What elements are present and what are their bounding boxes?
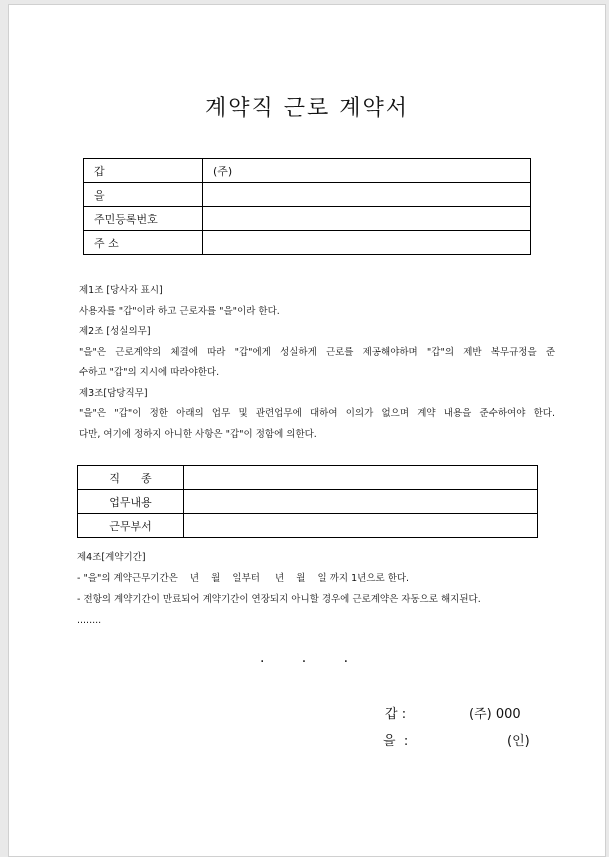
clause-3-text-line1: "을"은 "갑"이 정한 아래의 업무 및 관련업무에 대하여 이의가 없으며 계약 내용을 준수하여야 한다. [79,408,555,419]
department-label: 근무부서 [78,514,184,538]
clause-3-text-line2: 다만, 여기에 정하지 아니한 사항은 "갑"이 정함에 의한다. [79,428,317,440]
clause-4-line2: - 전항의 계약기간이 만료되어 계약기간이 연장되지 아니할 경우에 근로계약은 자동으로 해지된다. [77,594,481,605]
table-row [84,207,531,231]
resident-number-label: 주민등록번호 [84,207,203,231]
party-eul-label: 을 [84,183,203,207]
resident-number-value[interactable] [203,207,531,231]
table-row [84,159,531,183]
table-row [84,231,531,255]
job-description-label: 업무내용 [78,490,184,514]
clause-1-text: 사용자를 "갑"이라 하고 근로자를 "을"이라 한다. [79,305,280,317]
job-type-label: 직 종 [78,466,184,490]
clause-2-text-line1: "을"은 근로계약의 체결에 따라 "갑"에게 성실하게 근로를 제공해야하며 "갑"의 제반 복무규정을 준 [79,346,555,358]
job-type-value[interactable] [184,466,538,490]
document-page [8,4,606,857]
contract-date: . . . [259,650,355,666]
clause-4-line3: ........ [77,615,102,626]
party-gap-label: 갑 [84,159,203,183]
clause-2-heading: 제2조 [성실의무] [79,326,151,337]
table-row [78,490,538,514]
clauses-section [79,281,555,445]
clause-4-section [77,547,557,631]
job-description-value[interactable] [184,490,538,514]
signature-gap-value[interactable]: (주) 000 [469,707,521,722]
clause-4-heading: 제4조[계약기간] [77,552,146,563]
party-gap-value[interactable]: (주) [203,159,531,183]
clause-4-line1: - "을"의 계약근무기간은 년 월 일부터 년 월 일 까지 1년으로 한다. [77,573,410,584]
department-value[interactable] [184,514,538,538]
clause-3-heading: 제3조[담당직무] [79,387,148,399]
parties-table [83,158,531,255]
signature-gap-label: 갑 : [385,707,407,722]
signature-eul-label: 을 : [383,734,409,749]
address-value[interactable] [203,231,531,255]
signature-gap [379,703,539,723]
duty-table [77,465,538,538]
table-row [78,466,538,490]
signature-eul-value[interactable]: (인) [507,734,530,749]
clause-1-heading: 제1조 [당사자 표시] [79,285,163,296]
address-label: 주 소 [84,231,203,255]
clause-2-text-line2: 수하고 "갑"의 지시에 따라야한다. [79,367,220,378]
table-row [78,514,538,538]
signature-eul [379,730,539,750]
party-eul-value[interactable] [203,183,531,207]
document-title: 계약직 근로 계약서 [204,96,409,121]
table-row [84,183,531,207]
